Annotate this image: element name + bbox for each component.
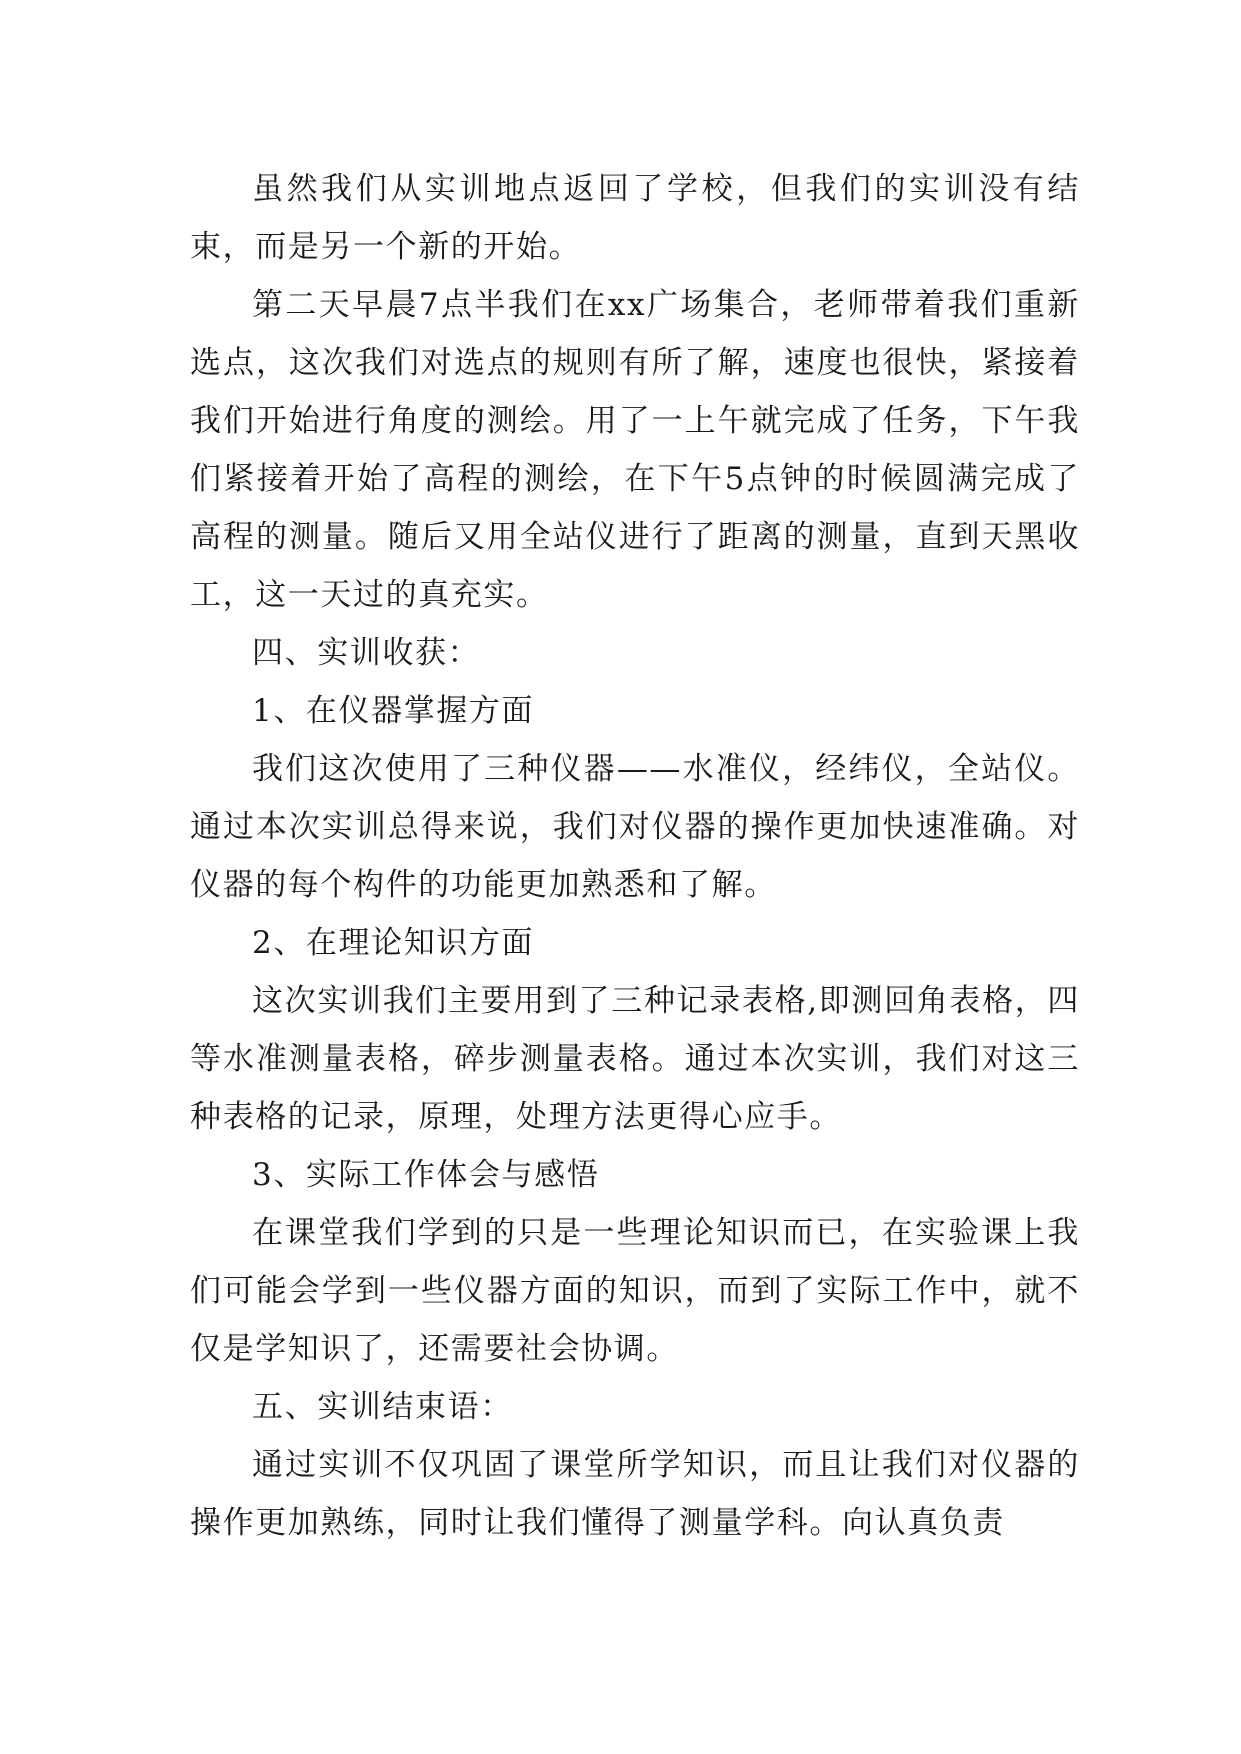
document-body [190, 160, 1080, 1552]
subheading-theory: 2、在理论知识方面 [252, 925, 535, 961]
paragraph-theory: 这次实训我们主要用到了三种记录表格,即测回角表格，四等水准测量表格，碎步测量表格。通过本次实训，我们对这三种表格的记录，原理，处理方法更得心应手。 [190, 983, 1080, 1135]
paragraph-instruments: 我们这次使用了三种仪器——水准仪，经纬仪，全站仪。通过本次实训总得来说，我们对仪器的操作更加快速准确。对仪器的每个构件的功能更加熟悉和了解。 [190, 751, 1080, 903]
section-heading-gains: 四、实训收获： [252, 635, 481, 671]
section-heading-conclusion: 五、实训结束语： [252, 1389, 513, 1425]
paragraph-experience: 在课堂我们学到的只是一些理论知识而已，在实验课上我们可能会学到一些仪器方面的知识，而到了实际工作中，就不仅是学知识了，还需要社会协调。 [190, 1215, 1080, 1367]
subheading-instruments: 1、在仪器掌握方面 [252, 693, 535, 729]
paragraph-return-school: 虽然我们从实训地点返回了学校，但我们的实训没有结束，而是另一个新的开始。 [190, 171, 1080, 265]
paragraph-conclusion: 通过实训不仅巩固了课堂所学知识，而且让我们对仪器的操作更加熟练，同时让我们懂得了测量学科。向认真负责 [190, 1447, 1080, 1541]
subheading-experience: 3、实际工作体会与感悟 [252, 1157, 600, 1193]
paragraph-second-day: 第二天早晨7点半我们在xx广场集合，老师带着我们重新选点，这次我们对选点的规则有所了解，速度也很快，紧接着我们开始进行角度的测绘。用了一上午就完成了任务，下午我们紧接着开始了高程的测绘，在下午5点钟的时候圆满完成了高程的测量。随后又用全站仪进行了距离的测量，直到天黑收工，这一天过的真充实。 [190, 287, 1080, 613]
